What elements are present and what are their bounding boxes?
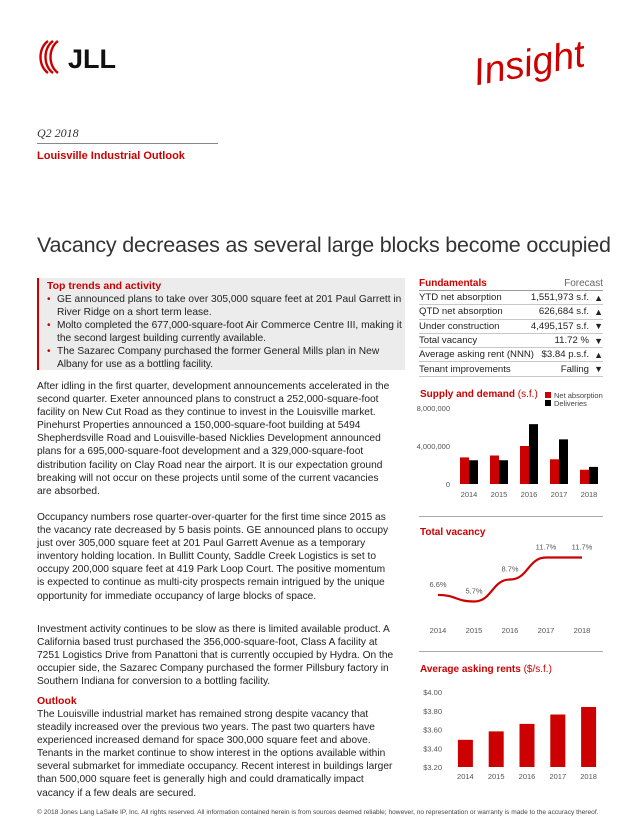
bar-net-absorption bbox=[550, 459, 559, 484]
row-value: 4,495,157 s.f. bbox=[530, 320, 589, 332]
bar-deliveries bbox=[529, 424, 538, 484]
asking-rents-units: ($/s.f.) bbox=[523, 664, 552, 675]
asking-rents-title bbox=[420, 664, 552, 675]
jll-logo bbox=[36, 38, 136, 76]
x-tick-label: 2016 bbox=[518, 772, 536, 781]
report-quarter: Q2 2018 bbox=[37, 126, 79, 140]
bar-deliveries bbox=[499, 460, 508, 484]
trend-item: • The Sazarec Company purchased the former General Mills plan in New Albany for use as a bottling facility. bbox=[47, 345, 405, 371]
x-tick-label: 2018 bbox=[580, 490, 598, 499]
body-paragraph-development: After idling in the first quarter, development announcements accelerated in the second quarter. Exeter announced plans to construct a 252,000-square-foot facility on New Cut Road as they continue to invest in the Louisville market. Pinehurst Properties announced a 150,000-square-foot building at 5494 Shepherdsville Road and Louisville-based Nicklies Development announced plans for a 695,000-square-foot development and a 329,000-square-foot distribution facility on Clay Road near the airport. It is our expectation ground breaking will not occur on these projects until some of the current vacancies are absorbed. bbox=[37, 381, 390, 497]
trends-list bbox=[47, 293, 405, 371]
forecast-up-icon: ▲ bbox=[594, 292, 603, 303]
row-value: 11.72 % bbox=[554, 335, 589, 347]
chart-divider bbox=[419, 516, 603, 517]
row-value: 626,684 s.f. bbox=[538, 306, 589, 318]
forecast-label: Forecast bbox=[564, 278, 603, 289]
rent-bar bbox=[520, 724, 535, 767]
legend-net-absorption-swatch bbox=[545, 392, 551, 398]
bar-deliveries bbox=[589, 467, 598, 484]
row-value: Falling bbox=[560, 363, 589, 375]
x-tick-label: 2016 bbox=[501, 626, 519, 635]
logo-text: JLL bbox=[68, 44, 117, 74]
y-tick-label: 4,000,000 bbox=[416, 442, 450, 451]
x-tick-label: 2015 bbox=[487, 772, 505, 781]
forecast-down-icon: ▼ bbox=[594, 335, 603, 346]
x-tick-label: 2014 bbox=[457, 772, 474, 781]
page-headline: Vacancy decreases as several large blocks become occupied bbox=[37, 233, 611, 257]
quarter-divider bbox=[37, 143, 218, 144]
data-label: 11.7% bbox=[535, 542, 557, 552]
legend-deliveries-label: Deliveries bbox=[554, 399, 587, 408]
x-tick-label: 2015 bbox=[490, 490, 508, 499]
report-subtitle: Louisville Industrial Outlook bbox=[37, 150, 185, 162]
data-label: 5.7% bbox=[465, 586, 483, 596]
supply-demand-chart bbox=[412, 388, 607, 503]
forecast-down-icon: ▼ bbox=[594, 364, 603, 375]
table-row bbox=[419, 348, 603, 362]
x-tick-label: 2017 bbox=[537, 626, 555, 635]
body-paragraph-investment: Investment activity continues to be slow as there is limited available product. A California based trust purchased the 356,000-square-foot, Class A facility at 7251 Logistics Drive from Panattoni that is currently occupied by Hydra. On the occupier side, the Sazarec Company purchased the former Pillsbury factory in Southern Indiana for conversion to a bottling facility. bbox=[37, 624, 394, 688]
trend-item: • GE announced plans to take over 305,000 square feet at 201 Paul Garrett in River Ridge on a short term lease. bbox=[47, 293, 405, 319]
x-tick-label: 2014 bbox=[460, 490, 478, 499]
table-row bbox=[419, 305, 603, 319]
bar-deliveries bbox=[559, 439, 568, 484]
x-tick-label: 2017 bbox=[549, 772, 567, 781]
fundamentals-table bbox=[419, 278, 603, 377]
legend-net-absorption-label: Net absorption bbox=[554, 391, 603, 400]
data-label: 6.6% bbox=[429, 579, 447, 589]
row-label: Tenant improvements bbox=[419, 363, 511, 375]
y-tick-label: $3.40 bbox=[423, 744, 442, 754]
bar-net-absorption bbox=[460, 457, 469, 484]
table-row bbox=[419, 320, 603, 334]
supply-demand-title-text: Supply and demand bbox=[420, 389, 516, 400]
chart-divider bbox=[419, 651, 603, 652]
asking-rents-title-text: Average asking rents bbox=[420, 664, 521, 675]
forecast-up-icon: ▲ bbox=[594, 306, 603, 317]
x-tick-label: 2018 bbox=[580, 772, 597, 781]
row-label: Average asking rent (NNN) bbox=[419, 349, 534, 361]
legend-deliveries-swatch bbox=[545, 400, 551, 406]
rent-bar bbox=[458, 740, 473, 767]
supply-demand-units: (s.f.) bbox=[517, 389, 538, 400]
data-label: 8.7% bbox=[501, 564, 519, 574]
rent-bar bbox=[489, 731, 504, 767]
asking-rents-chart bbox=[412, 683, 607, 788]
row-label: Under construction bbox=[419, 320, 500, 332]
row-label: Total vacancy bbox=[419, 335, 478, 347]
row-value: $3.84 p.s.f. bbox=[541, 349, 589, 361]
y-tick-label: $4.00 bbox=[423, 688, 442, 697]
row-value: 1,551,973 s.f. bbox=[530, 292, 589, 304]
forecast-down-icon: ▼ bbox=[594, 321, 603, 332]
bar-deliveries bbox=[469, 460, 478, 484]
forecast-up-icon: ▲ bbox=[594, 349, 603, 360]
body-paragraph-outlook: The Louisville industrial market has remained strong despite vacancy that steadily increased over the previous two years. The past two quarters have experienced increased demand for space 300,000 square feet and above. Tenants in the market continue to show interest in the options available within several submarket for immediate occupancy. Recent interest in buildings larger than 500,000 square feet is generally high and could dramatically impact vacancy if a few deals are secured. bbox=[37, 709, 393, 799]
jll-logo-mark bbox=[36, 38, 136, 76]
data-label: 11.7% bbox=[571, 542, 593, 552]
y-tick-label: 8,000,000 bbox=[416, 404, 450, 413]
y-tick-label: $3.20 bbox=[423, 763, 442, 772]
x-tick-label: 2017 bbox=[550, 490, 568, 499]
y-tick-label: 0 bbox=[445, 480, 450, 489]
x-tick-label: 2018 bbox=[573, 626, 591, 635]
x-tick-label: 2015 bbox=[465, 626, 483, 635]
rent-bar bbox=[550, 715, 565, 768]
bar-net-absorption bbox=[490, 456, 499, 485]
row-label: QTD net absorption bbox=[419, 306, 503, 318]
table-row bbox=[419, 291, 603, 305]
row-label: YTD net absorption bbox=[419, 292, 502, 304]
outlook-heading: Outlook bbox=[37, 695, 77, 707]
y-tick-label: $3.80 bbox=[423, 706, 442, 716]
trends-title: Top trends and activity bbox=[47, 280, 162, 292]
rent-bar bbox=[581, 707, 596, 767]
bar-net-absorption bbox=[580, 470, 589, 484]
total-vacancy-title: Total vacancy bbox=[420, 527, 486, 538]
total-vacancy-chart bbox=[412, 540, 607, 640]
trend-item: • Molto completed the 677,000-square-foot Air Commerce Centre III, making it the second largest building currently available. bbox=[47, 319, 405, 345]
fundamentals-title: Fundamentals bbox=[419, 278, 487, 289]
x-tick-label: 2014 bbox=[429, 626, 447, 635]
table-row bbox=[419, 334, 603, 348]
fundamentals-header bbox=[419, 278, 603, 291]
x-tick-label: 2016 bbox=[520, 490, 538, 499]
copyright-footer: © 2018 Jones Lang LaSalle IP, Inc. All rights reserved. All information contained herein is from sources deemed reliable; however, no representation or warranty is made to the accuracy thereof. bbox=[37, 809, 599, 816]
bar-net-absorption bbox=[520, 446, 529, 484]
y-tick-label: $3.60 bbox=[423, 725, 442, 735]
body-paragraph-occupancy: Occupancy numbers rose quarter-over-quarter for the first time since 2015 as the vacancy rate decreased by 5 basis points. GE announced plans to occupy just over 305,000 square feet at 201 Paul Garrett Avenue as a temporary inventory holding location. In Bullitt County, Saddle Creek Logistics is set to occupy 200,000 square feet at 419 Park Loop Court. The positive momentum is expected to continue as multi-city prospects remain intrigued by the unique opportunity for immediate occupancy of large blocks of space. bbox=[37, 512, 389, 602]
top-trends-box bbox=[37, 278, 405, 370]
insight-wordmark bbox=[470, 34, 620, 94]
insight-text: Insight bbox=[470, 34, 588, 94]
table-row bbox=[419, 362, 603, 376]
